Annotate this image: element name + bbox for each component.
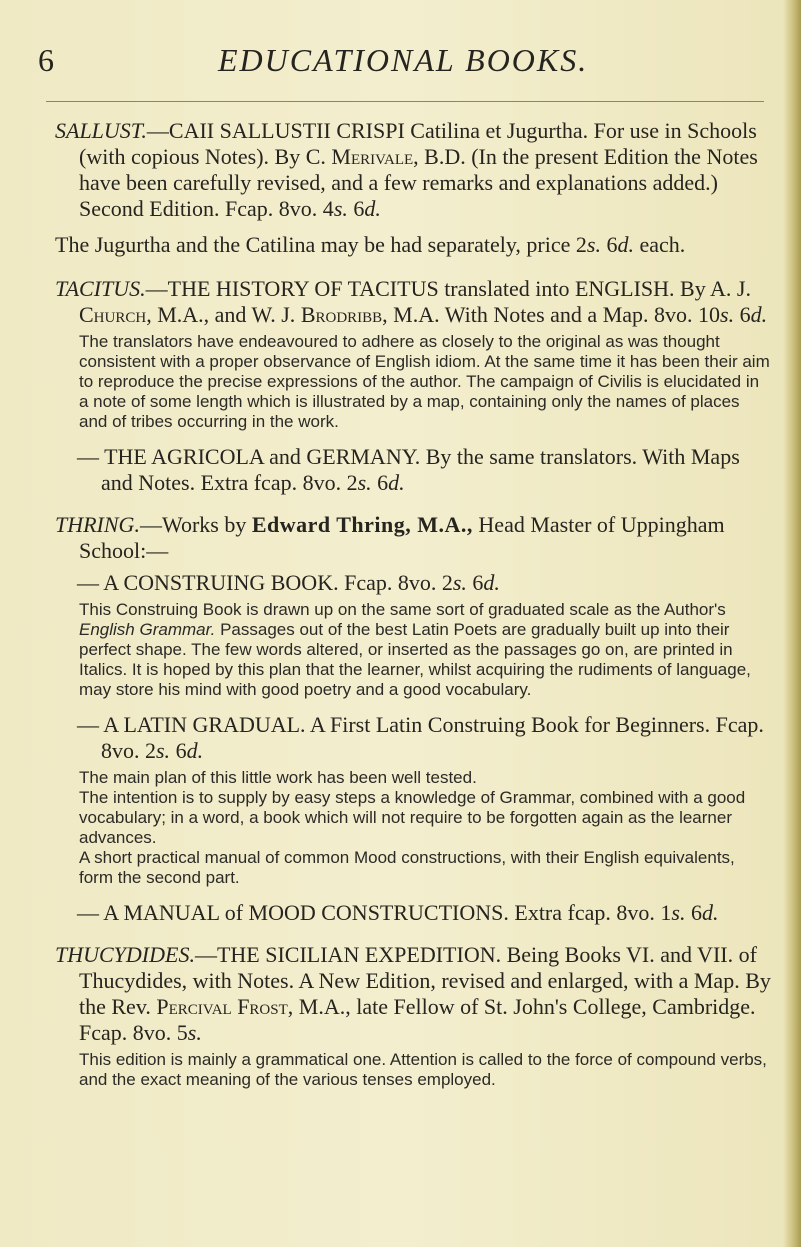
author-name: Percival Frost [156,994,288,1019]
entry-main-text: The Jugurtha and the Catilina may be had separately, price 2 [55,232,587,257]
entry-note [55,600,771,700]
entry-thring [55,512,771,564]
note-text-part: Passages out of the best Latin Poets are gradually built up into their perfect shape. The few words altered, or inserted as the passages go on, are printed in Italics. It is hoped by this plan that the learner, whilst acquiring the rudiments of language, may store his mind with good poetry and a good vocabulary. [79,620,751,699]
entry-note [55,768,771,888]
entry-note [55,1050,771,1090]
price-shillings: s. [452,570,467,595]
author-name: Edward Thring, M.A., [251,512,473,537]
price-pence: 6 [734,302,751,327]
price-pence: 6 [466,570,484,595]
entry-latin-gradual [55,712,771,888]
entry-note [55,332,771,432]
price-pence-unit: d. [364,196,381,221]
price-shillings: s. [671,900,686,925]
note-title-italic: English Grammar. [79,620,216,639]
page-number: 6 [38,42,55,78]
entry-main-text: — A MANUAL of MOOD CONSTRUCTIONS. Extra fcap. 8vo. 1 [77,900,672,925]
page-edge-shadow [783,0,801,1247]
entry-main-text: — A LATIN GRADUAL. A First Latin Construing Book for Beginners. Fcap. 8vo. 2 [77,712,764,763]
price-pence-unit: d. [186,738,204,763]
price-shillings: s. [357,470,372,495]
entry-sallust-separately [55,232,771,258]
entry-main-text: — THE AGRICOLA and GERMANY. By the same translators. With Maps and Notes. Extra fcap. 8vo. 2 [77,444,740,495]
page-header [38,42,778,88]
note-text: The intention is to supply by easy steps a knowledge of Grammar, combined with a good vocabulary; in a word, a book which will not require to be forgotten again as the learner advances. [79,788,746,847]
note-text-part: This Construing Book is drawn up on the same sort of graduated scale as the Author's [79,600,726,619]
price-shillings: s. [586,232,601,257]
entry-main-text: —Works by [139,512,252,537]
page-title: EDUCATIONAL BOOKS. [218,42,589,78]
entry-tacitus [55,276,771,432]
entry-mid-text: , M.A., and W. J. [146,302,301,327]
price-shillings: s. [187,1020,202,1045]
price-pence: 6 [685,900,702,925]
entry-rest-text: , M.A. With Notes and a Map. 8vo. 10 [382,302,721,327]
author-name: Church [79,302,147,327]
entry-construing-text [55,570,771,596]
entry-construing-book [55,570,771,700]
price-shillings: s. [333,196,348,221]
header-rule [46,101,764,102]
catalogue-content [55,118,771,1090]
entry-keyword: SALLUST. [55,118,147,143]
note-text [79,600,771,700]
entry-keyword: TACITUS. [55,276,146,301]
entry-keyword: THRING. [55,512,140,537]
entry-thucydides-text [55,942,771,1046]
entry-keyword: THUCYDIDES. [55,942,195,967]
entry-rest-text: , B.D. (In the present Edition the Notes have been carefully revised, and a few remarks and explanations added.) Second Edition. Fcap. 8vo. 4 [79,144,758,221]
note-text: This edition is mainly a grammatical one. Attention is called to the force of compound verbs, and the exact meaning of the various tenses employed. [79,1050,767,1089]
entry-mood-constructions [55,900,771,926]
entry-tacitus-text [55,276,771,328]
author-name: Brodribb [300,302,383,327]
entry-thucydides [55,942,771,1090]
entry-thring-text [55,512,771,564]
entry-rest-text: , M.A., late Fellow of St. John's College, Cambridge. Fcap. 8vo. 5 [79,994,756,1045]
entry-agricola-text [55,444,771,496]
entry-gradual-text [55,712,771,764]
entry-sallust-separately-text [55,232,771,258]
price-shillings: s. [156,738,171,763]
author-name: Merivale [331,144,414,169]
price-pence-unit: d. [750,302,768,327]
entry-agricola [55,444,771,496]
entry-tail-text: each. [633,232,686,257]
price-pence-unit: d. [701,900,719,925]
entry-main-text: —CAII SALLUSTII CRISPI Catilina et Jugurtha. For use in Schools (with copious Notes). By C. [79,118,757,169]
price-pence: 6 [371,470,389,495]
price-pence-unit: d. [617,232,634,257]
entry-main-text: —THE SICILIAN EXPEDITION. Being Books VI. and VII. of Thucydides, with Notes. A New Edition, revised and enlarged, with a Map. By the Rev. [79,942,771,1019]
note-text: The main plan of this little work has been well tested. [79,768,477,787]
note-text: A short practical manual of common Mood constructions, with their English equivalents, form the second part. [79,848,735,887]
entry-main-text: — A CONSTRUING BOOK. Fcap. 8vo. 2 [77,570,453,595]
price-pence-unit: d. [483,570,500,595]
price-pence-unit: d. [388,470,405,495]
price-pence: 6 [170,738,187,763]
price-pence: 6 [347,196,365,221]
entry-main-text: —THE HISTORY OF TACITUS translated into ENGLISH. By A. J. [145,276,751,301]
entry-sallust-text [55,118,771,222]
note-text: The translators have endeavoured to adhere as closely to the original as was thought consistent with a proper observance of English idiom. At the same time it has been their aim to reproduce the precise expressions of the author. The campaign of Civilis is elucidated in a note of some length which is illustrated by a map, containing only the names of places and of tribes occurring in the work. [79,332,770,431]
entry-mood-text [55,900,771,926]
entry-rest-text: Head Master of Uppingham School:— [79,512,725,563]
price-pence: 6 [600,232,618,257]
entry-sallust [55,118,771,222]
price-shillings: s. [720,302,735,327]
